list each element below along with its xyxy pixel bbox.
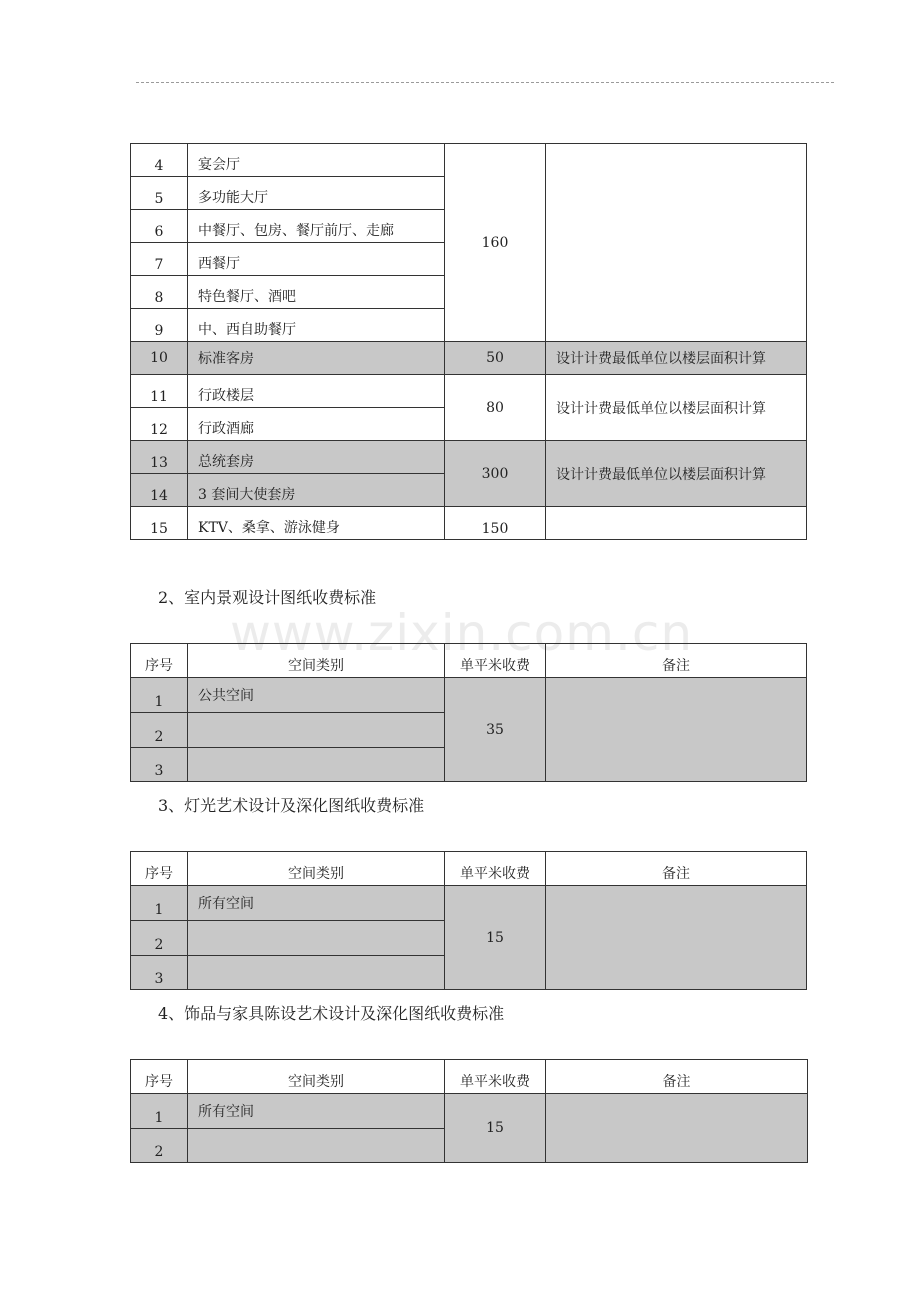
table-row <box>131 375 807 408</box>
note-cell: 设计计费最低单位以楼层面积计算 <box>546 441 807 507</box>
space-category: 公共空间 <box>188 678 445 713</box>
fee-cell: 80 <box>445 375 546 441</box>
fee-cell: 35 <box>445 678 546 782</box>
note-cell <box>546 886 807 990</box>
header-fee: 单平米收费 <box>445 1060 546 1094</box>
note-cell: 设计计费最低单位以楼层面积计算 <box>546 342 807 375</box>
fee-cell: 160 <box>445 144 546 342</box>
section-heading-lighting: 3、灯光艺术设计及深化图纸收费标准 <box>158 796 425 815</box>
row-number: 1 <box>131 886 188 921</box>
row-number: 4 <box>131 144 188 177</box>
row-number: 10 <box>131 342 188 375</box>
space-category: 中餐厅、包房、餐厅前厅、走廊 <box>188 210 445 243</box>
table-row <box>131 1094 808 1129</box>
note-cell <box>546 678 807 782</box>
header-no: 序号 <box>131 852 188 886</box>
header-no: 序号 <box>131 1060 188 1094</box>
note-cell <box>546 1094 808 1163</box>
note-cell: 设计计费最低单位以楼层面积计算 <box>546 375 807 441</box>
table-row <box>131 886 807 921</box>
space-category: 宴会厅 <box>188 144 445 177</box>
header-fee: 单平米收费 <box>445 852 546 886</box>
fee-cell: 15 <box>445 886 546 990</box>
page-header-rule <box>136 82 834 83</box>
table-row <box>131 507 807 540</box>
row-number: 1 <box>131 678 188 713</box>
space-category: 3 套间大使套房 <box>188 474 445 507</box>
space-category: KTV、桑拿、游泳健身 <box>188 507 445 540</box>
space-category: 行政楼层 <box>188 375 445 408</box>
fee-cell: 50 <box>445 342 546 375</box>
header-fee: 单平米收费 <box>445 644 546 678</box>
row-number: 12 <box>131 408 188 441</box>
fee-table-furnishing <box>130 1059 808 1163</box>
row-number: 15 <box>131 507 188 540</box>
table-header-row <box>131 852 807 886</box>
row-number: 8 <box>131 276 188 309</box>
fee-table-lighting <box>130 851 807 990</box>
space-category: 中、西自助餐厅 <box>188 309 445 342</box>
table-row <box>131 441 807 474</box>
table-row <box>131 342 807 375</box>
row-number: 14 <box>131 474 188 507</box>
row-number: 1 <box>131 1094 188 1129</box>
space-category: 行政酒廊 <box>188 408 445 441</box>
row-number: 2 <box>131 921 188 956</box>
space-category <box>188 956 445 990</box>
note-cell <box>546 144 807 342</box>
space-category: 总统套房 <box>188 441 445 474</box>
note-cell <box>546 507 807 540</box>
space-category: 标准客房 <box>188 342 445 375</box>
header-note: 备注 <box>546 644 807 678</box>
space-category: 所有空间 <box>188 886 445 921</box>
header-no: 序号 <box>131 644 188 678</box>
row-number: 13 <box>131 441 188 474</box>
space-category <box>188 921 445 956</box>
table-header-row <box>131 1060 808 1094</box>
fee-table-interior <box>130 143 807 540</box>
space-category: 特色餐厅、酒吧 <box>188 276 445 309</box>
row-number: 7 <box>131 243 188 276</box>
row-number: 3 <box>131 748 188 782</box>
header-note: 备注 <box>546 852 807 886</box>
fee-cell: 150 <box>445 507 546 540</box>
space-category <box>188 1129 445 1163</box>
header-space: 空间类别 <box>188 1060 445 1094</box>
row-number: 3 <box>131 956 188 990</box>
fee-table-landscape <box>130 643 807 782</box>
fee-cell: 15 <box>445 1094 546 1163</box>
section-heading-furnishing: 4、饰品与家具陈设艺术设计及深化图纸收费标准 <box>158 1004 505 1023</box>
row-number: 5 <box>131 177 188 210</box>
table-header-row <box>131 644 807 678</box>
space-category: 西餐厅 <box>188 243 445 276</box>
header-space: 空间类别 <box>188 644 445 678</box>
table-row <box>131 144 807 177</box>
row-number: 2 <box>131 1129 188 1163</box>
space-category <box>188 713 445 748</box>
row-number: 6 <box>131 210 188 243</box>
row-number: 9 <box>131 309 188 342</box>
row-number: 2 <box>131 713 188 748</box>
space-category: 多功能大厅 <box>188 177 445 210</box>
header-note: 备注 <box>546 1060 808 1094</box>
table-row <box>131 678 807 713</box>
space-category <box>188 748 445 782</box>
row-number: 11 <box>131 375 188 408</box>
space-category: 所有空间 <box>188 1094 445 1129</box>
section-heading-landscape: 2、室内景观设计图纸收费标准 <box>158 588 377 607</box>
watermark: www.zixin.com.cn <box>230 604 694 662</box>
header-space: 空间类别 <box>188 852 445 886</box>
fee-cell: 300 <box>445 441 546 507</box>
